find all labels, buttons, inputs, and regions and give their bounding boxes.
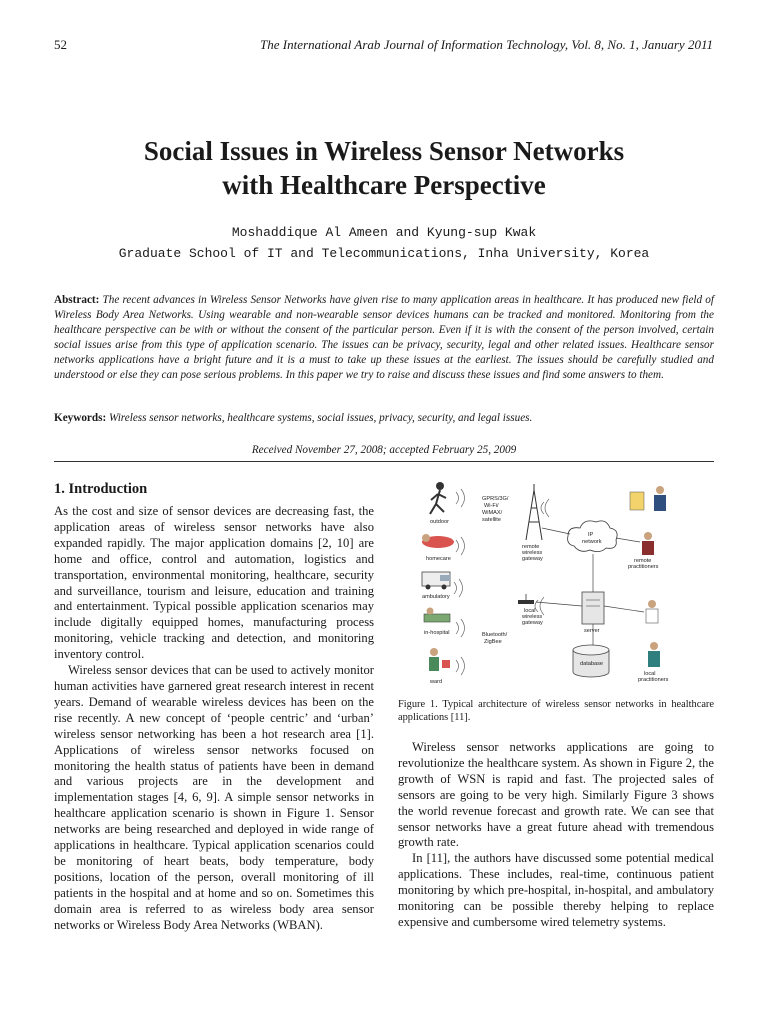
fig-label-local-gw-3: gateway: [522, 620, 543, 626]
fig-label-gprs: GPRS/3G/: [482, 496, 509, 502]
author-affiliation: Graduate School of IT and Telecommunications, Inha University, Korea: [118, 246, 650, 261]
outdoor-person-icon: [430, 482, 446, 514]
fig-label-wifi: Wi-Fi/: [484, 503, 499, 509]
abstract-text: The recent advances in Wireless Sensor Networks have given rise to many application areas in healthcare. It has produced new field of Wireless Body Area Networks. Using wearable and non-wearable sensor devices humans can be tracked and monitored. Monitoring from the healthcare perspective can be with or without the consent of the particular person. Even if it is with the consent of the person involved, certain social issues arise from this type of application scenario. The issues can be privacy, security, legal and other related issues. Healthcare sensor networks applications have a bright future and it is a must to take up these issues at the earliest. The issues should be carefully studied and understood or else they can pose serious problems. In this paper we try to raise and discuss these issues and find some answers to them.: [54, 294, 715, 381]
remote-practitioners-icon: [630, 486, 666, 555]
right-column: [398, 740, 714, 931]
architecture-diagram: [398, 472, 714, 694]
author-names: Moshaddique Al Ameen and Kyung-sup Kwak: [231, 225, 537, 240]
fig-label-ip-network: network: [582, 539, 602, 545]
title-line-1: Social Issues in Wireless Sensor Networks: [143, 136, 625, 166]
figure-1: [398, 472, 714, 694]
fig-label-remote-gw-2: wireless: [522, 550, 543, 556]
abstract: [54, 293, 714, 383]
fig-label-local-gw-1: local: [524, 608, 536, 614]
fig-label-wimax: WiMAX/: [482, 510, 503, 516]
fig-label-remote-prac-1: remote: [634, 558, 652, 564]
homecare-icon: [422, 534, 454, 548]
fig-label-local-prac-2: practitioners: [638, 677, 669, 683]
paragraph: Wireless sensor devices that can be used to actively monitor human activities have garnered great research interest in recent years. Demand of wearable wireless devices has been on the rise recently. A new concept of ‘people centric’ and ‘urban’ wireless sensor networking has been a hot research area [1]. Applications of wireless sensor networks focused on monitoring the health status of patients have been in demand and various projects are in the development and implementation stages [4, 6, 9]. A simple sensor networks in healthcare application scenario is shown in Figure 1. Sensor networks are being researched and deployed in wide range of applications in healthcare. Typical application scenarios could be monitoring of heart beats, body temperature, body positions, location of the person, overall monitoring of ill patients in the hospital and at home and so on. Sometimes this domain area is referred to as wireless body area sensor networks or Wireless Body Area Networks (WBAN).: [54, 663, 374, 932]
fig-label-remote-prac-2: practitioners: [628, 564, 659, 570]
abstract-label: Abstract:: [54, 294, 100, 306]
fig-label-ward: ward: [430, 679, 443, 685]
keywords-label: Keywords:: [54, 412, 107, 424]
fig-label-ip: IP: [588, 532, 594, 538]
section-heading: 1. Introduction: [54, 481, 148, 497]
fig-label-homecare: homecare: [426, 556, 451, 562]
ambulance-icon: [422, 572, 450, 590]
fig-label-database: database: [580, 661, 604, 667]
header-rule: [54, 461, 714, 462]
title-line-2: with Healthcare Perspective: [222, 170, 546, 200]
antenna-tower-icon: [526, 484, 542, 540]
fig-label-ambulatory: ambulatory: [422, 594, 450, 600]
local-practitioners-icon: [646, 600, 660, 667]
fig-label-server: server: [584, 628, 600, 634]
paragraph: As the cost and size of sensor devices are decreasing fast, the application areas of wireless sensor networks have also expanded rapidly. The major application domains [2, 10] are home and office, control and automation, logistics and transportation, environmental monitoring, healthcare, security and surveillance, tourism and leisure, education and training and entertainment. Typical possible application scenarios may include digitally equipped homes, manufacturing process monitoring, vehicle tracking and detection, and monitoring inventory control.: [54, 504, 374, 662]
paragraph: Wireless sensor networks applications are going to revolutionize the healthcare system. As shown in Figure 2, the growth of WSN is rapid and fast. The projected sales of sensors are going to be very high. Similarly Figure 3 shows the world revenue forecast and growth rate. We can see that sensor networks have a great future ahead with tremendous growth rate.: [398, 740, 714, 850]
fig-label-zigbee: ZigBee: [484, 639, 502, 645]
running-head: The International Arab Journal of Information Technology, Vol. 8, No. 1, January 2011: [260, 37, 713, 52]
keywords-text: Wireless sensor networks, healthcare systems, social issues, privacy, security, and legal issues.: [109, 412, 533, 424]
fig-label-outdoor: outdoor: [430, 519, 449, 525]
fig-label-satellite: satellite: [482, 517, 501, 523]
received-line: Received November 27, 2008; accepted February 25, 2009: [251, 444, 517, 456]
page-number: 52: [54, 37, 67, 52]
fig-label-bluetooth: Bluetooth/: [482, 632, 508, 638]
ward-icon: [429, 648, 450, 671]
fig-label-remote-gw-3: gateway: [522, 556, 543, 562]
fig-label-in-hospital: in-hospital: [424, 630, 450, 636]
server-icon: [582, 592, 604, 624]
author-block: [0, 222, 768, 264]
keywords: [54, 411, 714, 426]
fig-label-local-prac-1: local: [644, 671, 656, 677]
local-gateway-icon: [518, 594, 534, 604]
in-hospital-icon: [424, 608, 450, 623]
left-column: [54, 504, 374, 933]
paragraph: In [11], the authors have discussed some potential medical applications. These includes, real-time, continuous patient monitoring by which pre-hospital, in-hospital, and ambulatory monitoring can be possible thereby helping to replace expensive and cumbersome wired telemetry systems.: [398, 851, 714, 929]
figure-caption: Figure 1. Typical architecture of wireless sensor networks in healthcare applications [11].: [398, 699, 714, 723]
paper-title: [0, 134, 768, 202]
fig-label-local-gw-2: wireless: [522, 614, 543, 620]
fig-label-remote-gw-1: remote: [522, 544, 540, 550]
